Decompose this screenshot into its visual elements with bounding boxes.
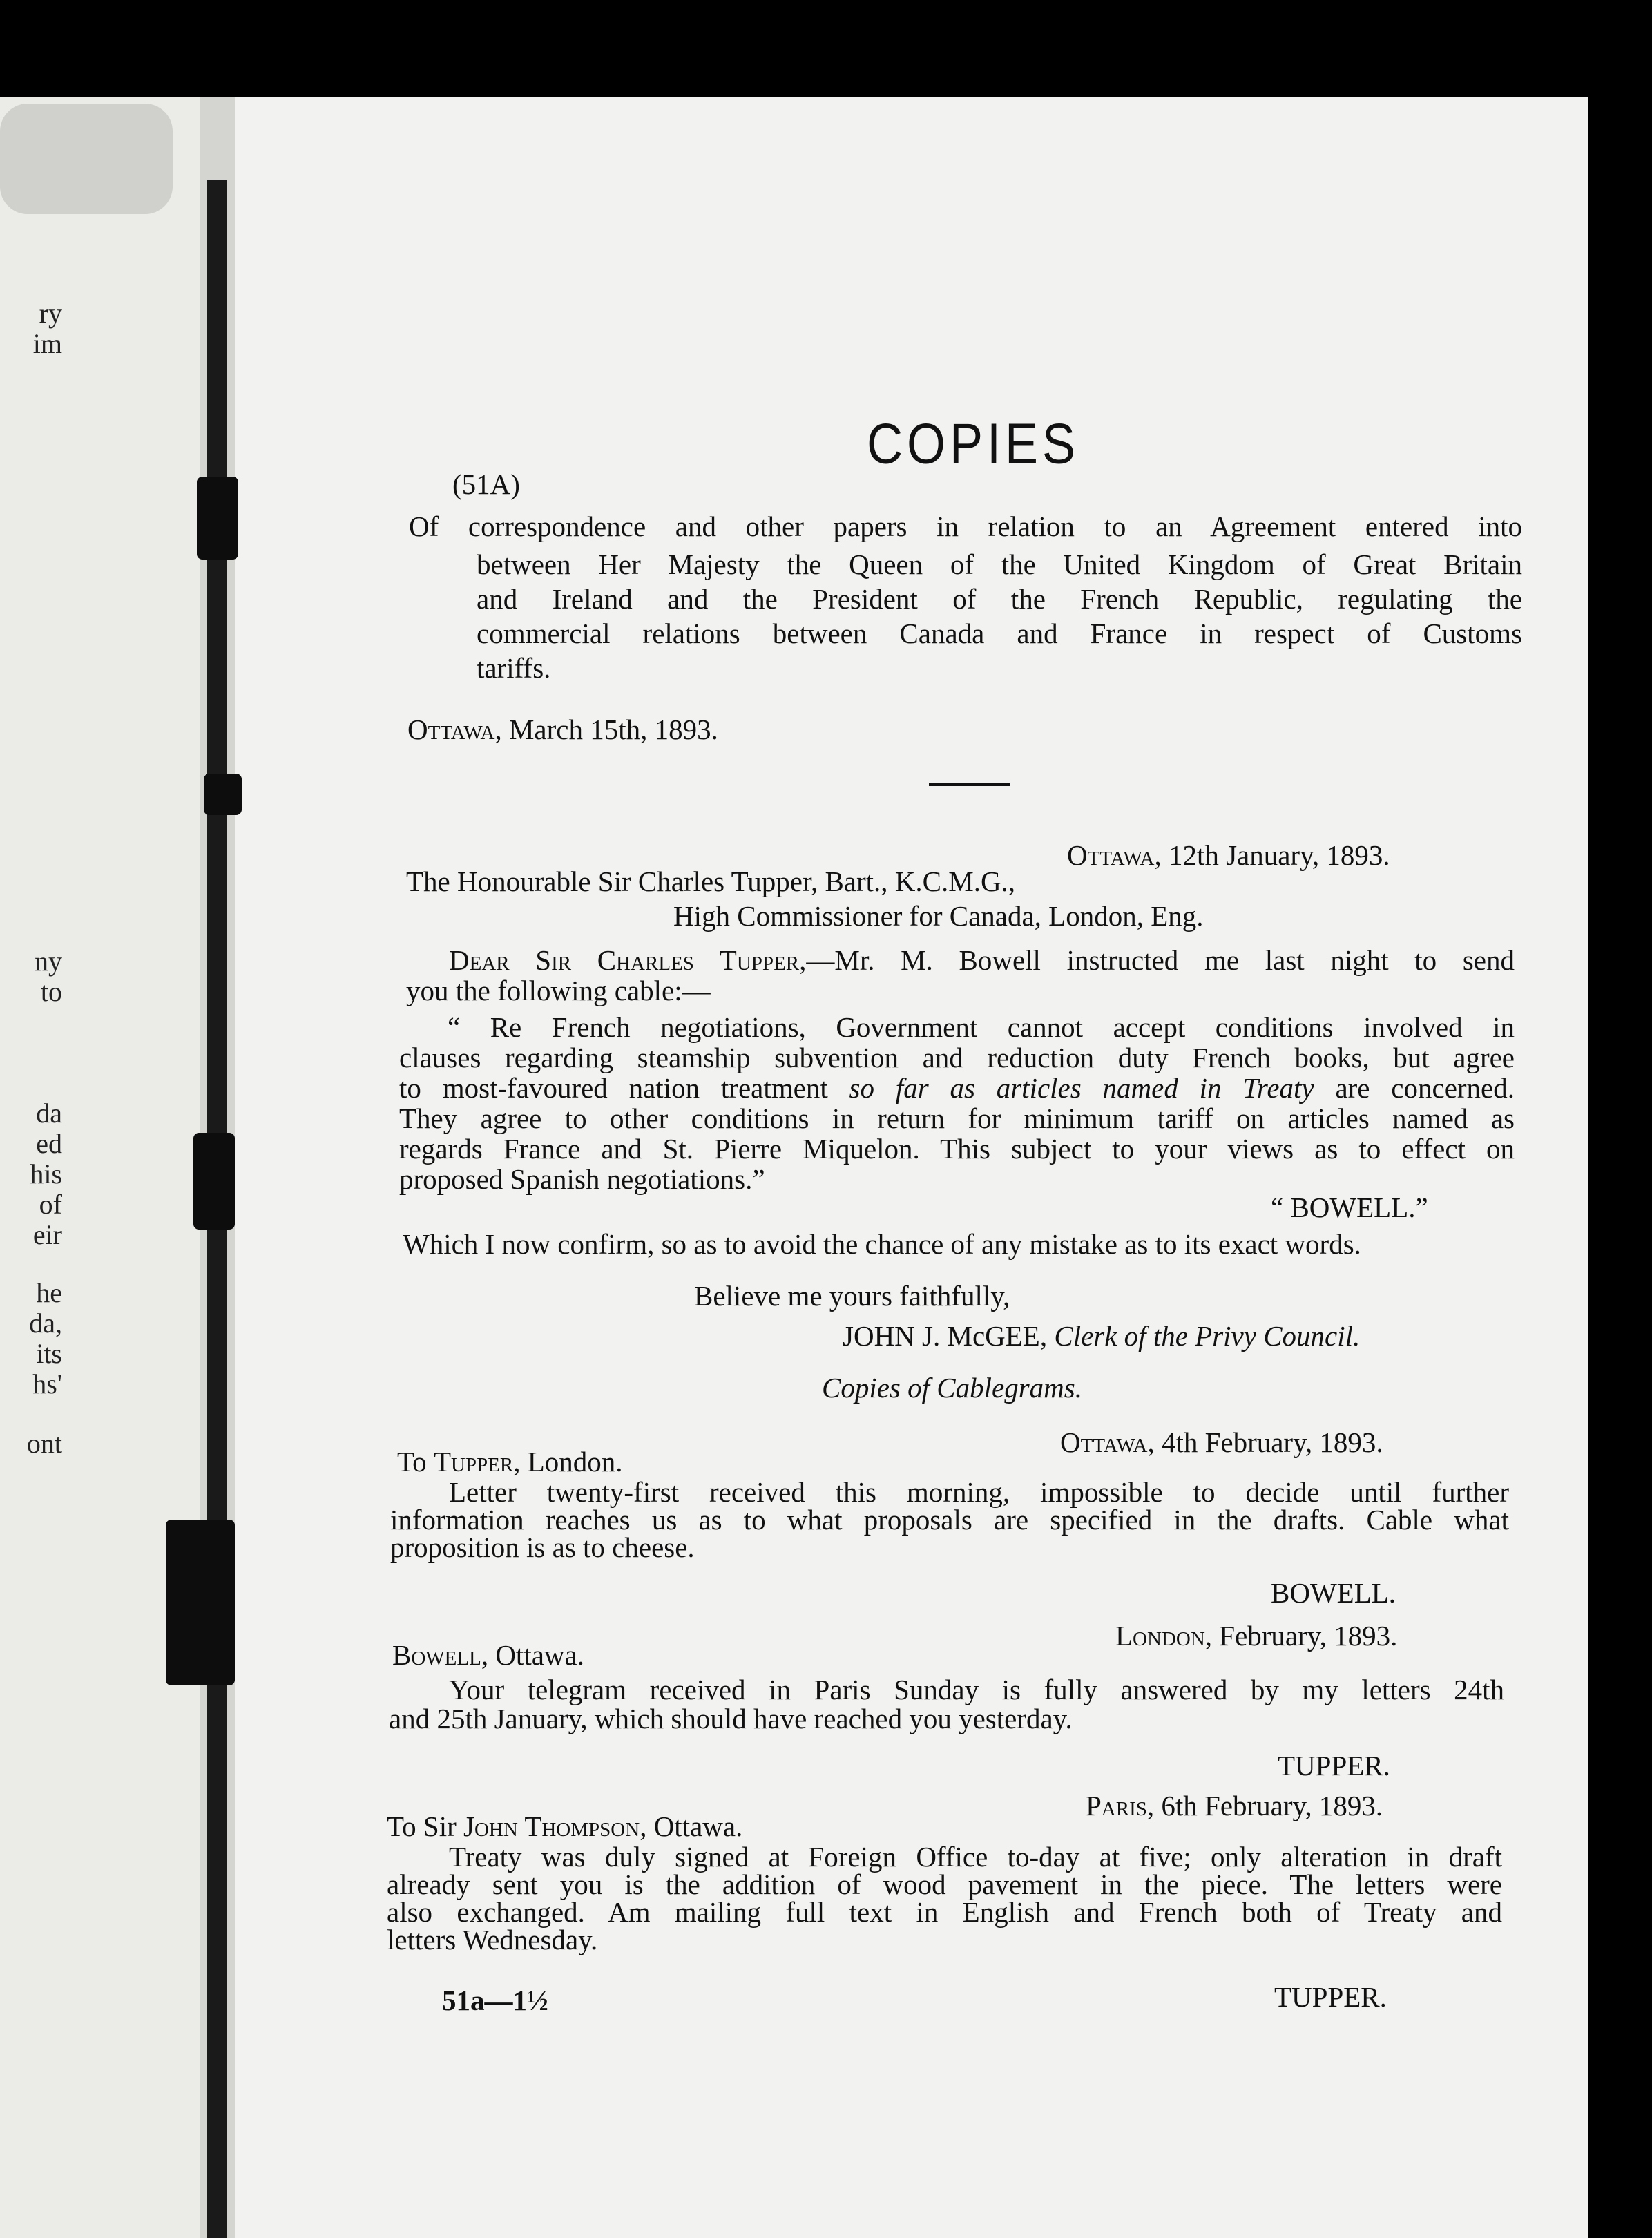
left-fragment: ry bbox=[39, 298, 62, 329]
cablegrams-heading: Copies of Cablegrams. bbox=[822, 1372, 1082, 1404]
intro-line: between Her Majesty the Queen of the United Kingdom of Great Britain bbox=[477, 548, 1522, 580]
cable1-dateline-place: Ottawa bbox=[1060, 1426, 1148, 1458]
letter-closing: Believe me yours faithfully, bbox=[694, 1280, 1010, 1312]
cable1-line: proposition is as to cheese. bbox=[390, 1531, 695, 1563]
section-divider bbox=[929, 783, 1010, 786]
paper-stain bbox=[0, 104, 173, 214]
cable2-dateline-date: , February, 1893. bbox=[1204, 1620, 1398, 1652]
intro-paragraph bbox=[409, 511, 1522, 542]
cable2-body bbox=[389, 1675, 1504, 1733]
cable-line: proposed Spanish negotiations.” bbox=[399, 1163, 765, 1195]
cable2-to-suffix: , Ottawa. bbox=[481, 1639, 584, 1671]
left-fragment: to bbox=[40, 976, 62, 1007]
intro-line: commercial relations between Canada and France in respect of Customs bbox=[477, 618, 1522, 649]
cable2-addressee bbox=[392, 1637, 584, 1673]
cable1-line: information reaches us as to what proposals are specified in the drafts. Cable what bbox=[390, 1504, 1509, 1536]
cable3-addressee bbox=[387, 1808, 742, 1844]
dateline bbox=[407, 711, 718, 747]
cable1-dateline bbox=[1060, 1424, 1383, 1460]
cable2-line: Your telegram received in Paris Sunday is fully answered by my letters 24th bbox=[449, 1674, 1504, 1705]
cable-line bbox=[399, 1073, 1515, 1103]
letter-opening-line bbox=[406, 945, 1515, 976]
intro-line: Of correspondence and other papers in relation to an Agreement entered into bbox=[409, 510, 1522, 542]
cable1-dateline-date: , 4th February, 1893. bbox=[1147, 1426, 1383, 1458]
cable3-dateline bbox=[1086, 1788, 1383, 1824]
cable2-dateline-place: London bbox=[1115, 1620, 1205, 1652]
dateline-date: , March 15th, 1893. bbox=[494, 714, 718, 745]
cable2-signature: TUPPER. bbox=[1278, 1750, 1390, 1781]
left-fragment: he bbox=[36, 1277, 62, 1308]
cable-line: regards France and St. Pierre Miquelon. This subject to your views as to effect on bbox=[399, 1133, 1515, 1165]
cable1-addressee bbox=[397, 1444, 623, 1480]
left-fragment: its bbox=[36, 1338, 62, 1369]
left-fragment: his bbox=[30, 1158, 62, 1189]
left-fragment: of bbox=[39, 1189, 62, 1220]
binding-blot bbox=[204, 774, 242, 815]
cable1-body bbox=[390, 1478, 1509, 1561]
left-fragment: da bbox=[36, 1098, 62, 1129]
left-fragment: hs' bbox=[32, 1368, 62, 1399]
left-fragment: ny bbox=[35, 946, 62, 977]
cable2-line: and 25th January, which should have reached you yesterday. bbox=[389, 1703, 1073, 1734]
cable1-to-prefix: To bbox=[397, 1446, 434, 1477]
cable3-to-prefix: To Sir bbox=[387, 1810, 464, 1842]
cable-line: clauses regarding steamship subvention and reduction duty French books, but agree bbox=[399, 1042, 1515, 1073]
cable3-body bbox=[387, 1843, 1502, 1953]
cable2-dateline bbox=[1115, 1618, 1397, 1654]
cable3-line: letters Wednesday. bbox=[387, 1924, 598, 1955]
letter-dateline-date: , 12th January, 1893. bbox=[1154, 839, 1390, 871]
cable-line-text: are concerned. bbox=[1314, 1072, 1515, 1104]
letter-salutation: Dear Sir Charles Tupper, bbox=[449, 944, 807, 976]
intro-line: and Ireland and the President of the French Republic, regulating the bbox=[477, 583, 1522, 615]
cable2-to-name: Bowell bbox=[392, 1639, 481, 1671]
binding-blot bbox=[193, 1133, 235, 1230]
letter-addressee: The Honourable Sir Charles Tupper, Bart., K.C.M.G., bbox=[406, 865, 1016, 897]
cable3-dateline-date: , 6th February, 1893. bbox=[1146, 1790, 1383, 1821]
intro-line: tariffs. bbox=[477, 652, 551, 684]
cable3-line: already sent you is the addition of wood pavement in the piece. The letters were bbox=[387, 1868, 1502, 1900]
letter-opening bbox=[406, 945, 1515, 976]
cable-signature: “ BOWELL.” bbox=[1271, 1192, 1428, 1223]
cable3-dateline-place: Paris bbox=[1086, 1790, 1147, 1821]
cable-line-text: to most-favoured nation treatment bbox=[399, 1072, 849, 1104]
left-fragment: eir bbox=[32, 1219, 62, 1250]
cable3-signature: TUPPER. bbox=[1274, 1981, 1387, 2013]
left-fragment: da, bbox=[29, 1308, 62, 1339]
binding-blot bbox=[197, 477, 238, 560]
left-fragment: im bbox=[32, 328, 62, 359]
cable1-to-name: Tupper bbox=[433, 1446, 514, 1477]
cable1-line: Letter twenty-first received this morning, impossible to decide until further bbox=[449, 1476, 1509, 1508]
letter-confirm: Which I now confirm, so as to avoid the chance of any mistake as to its exact words. bbox=[403, 1228, 1361, 1260]
letter-signer-name: JOHN J. McGEE, bbox=[843, 1320, 1055, 1352]
letter-signer-title: Clerk of the Privy Council. bbox=[1054, 1320, 1361, 1352]
cable-line: They agree to other conditions in return for minimum tariff on articles named as bbox=[399, 1102, 1515, 1134]
intro-paragraph-body bbox=[477, 547, 1522, 685]
cable3-line: Treaty was duly signed at Foreign Office to-day at five; only alteration in draft bbox=[449, 1841, 1502, 1873]
cable3-to-suffix: , Ottawa. bbox=[640, 1810, 743, 1842]
cable-quote bbox=[399, 1012, 1515, 1194]
footer-signature: 51a—1½ bbox=[442, 1984, 548, 2016]
dateline-place: Ottawa bbox=[407, 714, 495, 745]
letter-addressee-title: High Commissioner for Canada, London, Eng. bbox=[673, 900, 1204, 932]
cable-line: “ Re French negotiations, Government cannot accept conditions involved in bbox=[448, 1011, 1515, 1043]
document-title: COPIES bbox=[867, 412, 1080, 476]
letter-opening-line-2: you the following cable:— bbox=[406, 975, 711, 1006]
letter-dateline-place: Ottawa bbox=[1067, 839, 1155, 871]
document-number: (51A) bbox=[452, 468, 520, 500]
cable1-to-suffix: , London. bbox=[513, 1446, 623, 1477]
left-fragment: ont bbox=[26, 1428, 62, 1459]
cable3-to-name: John Thompson bbox=[463, 1810, 640, 1842]
cable1-signature: BOWELL. bbox=[1271, 1577, 1396, 1609]
left-fragment: ed bbox=[36, 1128, 62, 1159]
binding-blot bbox=[166, 1520, 235, 1685]
letter-opening-text: —Mr. M. Bowell instructed me last night to send bbox=[806, 944, 1515, 976]
letter-signer bbox=[843, 1318, 1360, 1354]
cable3-line: also exchanged. Am mailing full text in English and French both of Treaty and bbox=[387, 1896, 1502, 1928]
letter-dateline bbox=[1067, 837, 1390, 873]
cable-line-italic: so far as articles named in Treaty bbox=[849, 1072, 1314, 1104]
